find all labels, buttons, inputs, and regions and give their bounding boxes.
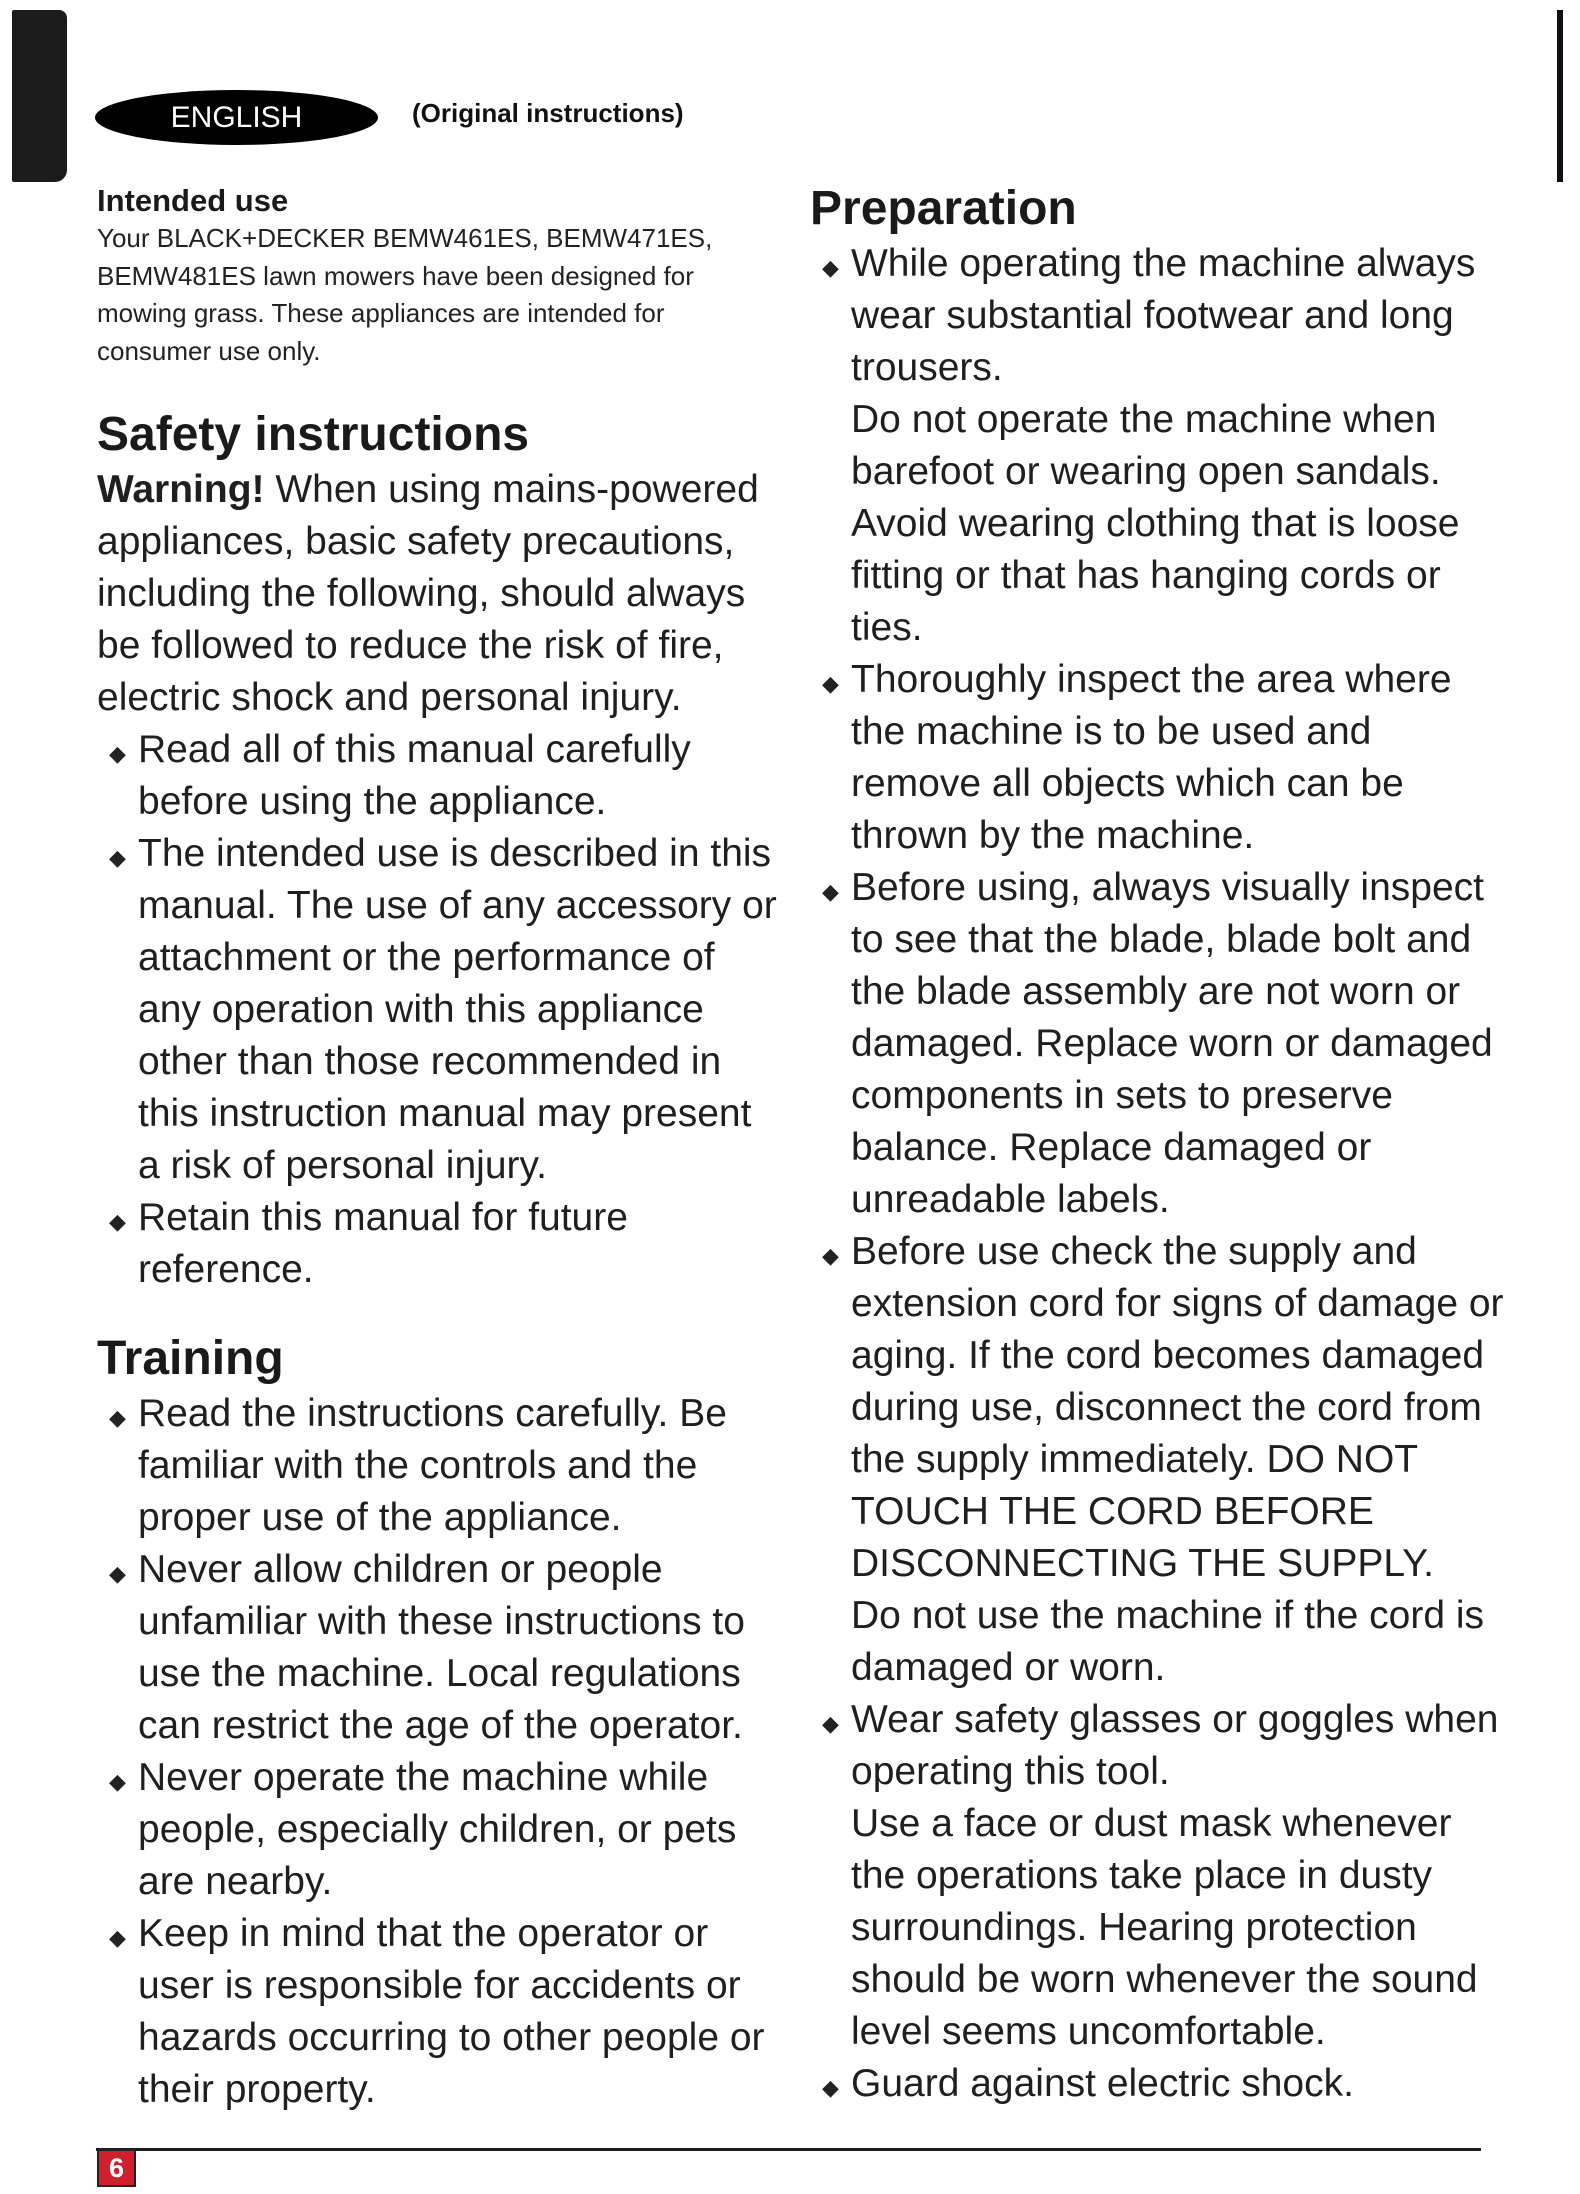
diamond-bullet-icon: ◆ (109, 1769, 126, 1794)
diamond-bullet-icon: ◆ (822, 879, 839, 904)
right-column (810, 180, 1510, 2110)
page-number: 6 (97, 2149, 136, 2187)
original-instructions-note: (Original instructions) (412, 98, 684, 128)
diamond-bullet-icon: ◆ (822, 255, 839, 280)
warning-label: Warning! (97, 468, 265, 511)
list-item: ◆ Read the instructions carefully. Be familiar with the controls and the proper use of the appliance. (97, 1388, 777, 1544)
list-item: ◆ Read all of this manual carefully before using the appliance. (97, 724, 777, 828)
language-badge: ENGLISH (95, 90, 378, 145)
safety-list (97, 724, 777, 1296)
list-item: ◆ Before using, always visually inspect to see that the blade, blade bolt and the blade assembly are not worn or damaged. Replace worn or damaged components in sets to preserve balance. Replace damaged or unreadable labels. (810, 862, 1510, 1226)
diamond-bullet-icon: ◆ (109, 1209, 126, 1234)
diamond-bullet-icon: ◆ (822, 2075, 839, 2100)
warning-text: When using mains-powered appliances, basic safety precautions, including the following, should always be followed to reduce the risk of fire, electric shock and personal injury. (97, 468, 759, 719)
list-item: ◆ Never allow children or people unfamiliar with these instructions to use the machine. Local regulations can restrict the age of the operator. (97, 1544, 777, 1752)
list-item: ◆ Never operate the machine while people, especially children, or pets are nearby. (97, 1752, 777, 1908)
list-item: ◆ Retain this manual for future reference. (97, 1192, 777, 1296)
edge-thumb-tab (12, 10, 67, 182)
edge-marker-line (1557, 10, 1563, 182)
list-item: ◆ While operating the machine always wear substantial footwear and long trousers. Do not operate the machine when barefoot or wearing open sandals. Avoid wearing clothing that is loose fitting or that has hanging cords or ties. (810, 238, 1510, 654)
diamond-bullet-icon: ◆ (822, 1711, 839, 1736)
list-item: ◆ Before use check the supply and extension cord for signs of damage or aging. If the cord becomes damaged during use, disconnect the cord from the supply immediately. DO NOT TOUCH THE CORD BEFORE DISCONNECTING THE SUPPLY. Do not use the machine if the cord is damaged or worn. (810, 1226, 1510, 1694)
footer-rule (96, 2148, 1481, 2151)
intended-use-heading: Intended use (97, 183, 289, 218)
preparation-heading: Preparation (810, 182, 1077, 235)
training-list (97, 1388, 777, 2116)
diamond-bullet-icon: ◆ (109, 845, 126, 870)
diamond-bullet-icon: ◆ (109, 1561, 126, 1586)
training-heading: Training (97, 1332, 284, 1385)
list-item: ◆ Keep in mind that the operator or user is responsible for accidents or hazards occurring to other people or their property. (97, 1908, 777, 2116)
list-item: ◆ Guard against electric shock. (810, 2058, 1510, 2110)
diamond-bullet-icon: ◆ (822, 1243, 839, 1268)
preparation-list (810, 238, 1510, 2110)
diamond-bullet-icon: ◆ (109, 1405, 126, 1430)
list-item: ◆ Thoroughly inspect the area where the machine is to be used and remove all objects which can be thrown by the machine. (810, 654, 1510, 862)
list-item: ◆ Wear safety glasses or goggles when operating this tool. Use a face or dust mask whenever the operations take place in dusty surroundings. Hearing protection should be worn whenever the sound level seems uncomfortable. (810, 1694, 1510, 2058)
left-column (97, 180, 777, 2116)
safety-heading: Safety instructions (97, 408, 530, 461)
warning-paragraph (97, 464, 777, 724)
intended-use-text: Your BLACK+DECKER BEMW461ES, BEMW471ES, BEMW481ES lawn mowers have been designed for mowing grass. These appliances are intended for consumer use only. (97, 223, 713, 366)
diamond-bullet-icon: ◆ (822, 671, 839, 696)
list-item: ◆ The intended use is described in this manual. The use of any accessory or attachment or the performance of any operation with this appliance other than those recommended in this instruction manual may present a risk of personal injury. (97, 828, 777, 1192)
diamond-bullet-icon: ◆ (109, 741, 126, 766)
diamond-bullet-icon: ◆ (109, 1925, 126, 1950)
